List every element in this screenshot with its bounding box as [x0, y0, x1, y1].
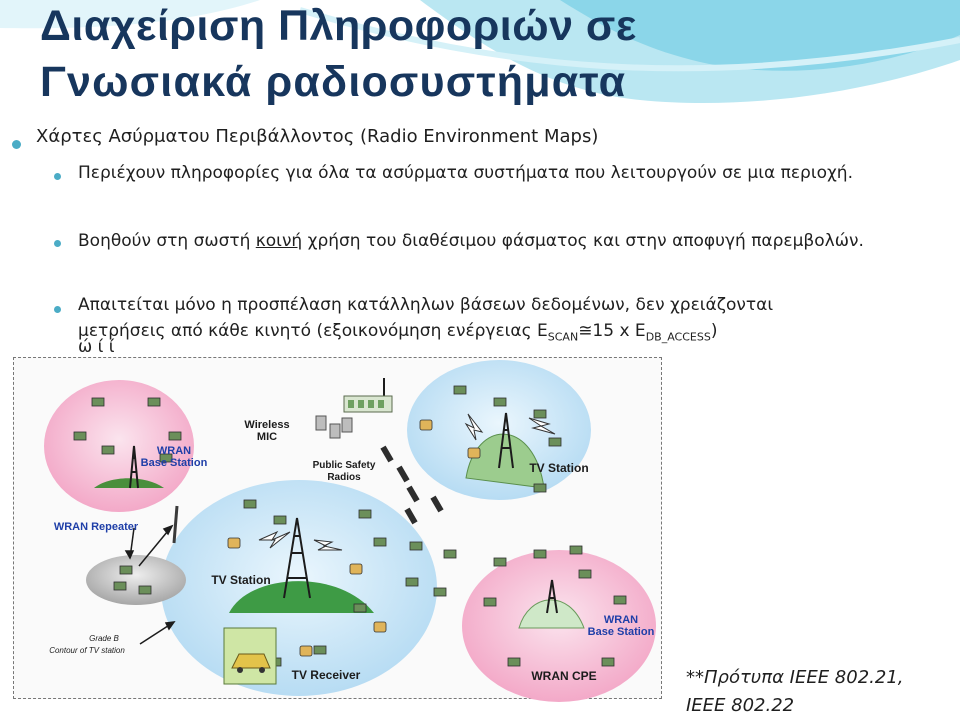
- diagram-svg: [14, 358, 661, 698]
- wran-cpe-label: WRAN CPE: [531, 669, 597, 683]
- footnote: [686, 664, 956, 720]
- tv-station-center-label: TV Station: [211, 573, 271, 587]
- slide-title: [40, 0, 940, 110]
- sub-bullet-3: [78, 292, 938, 350]
- sub-bullet-2-text-a: Βοηθούν στη σωστή: [78, 231, 256, 251]
- sub-bullet-2-underlined: κοινή: [255, 231, 303, 251]
- title-line-1: Διαχείριση Πληροφοριών σε: [40, 2, 637, 50]
- sub-bullet-dot-icon: [54, 306, 61, 313]
- sub-bullet-dot-icon: [54, 173, 61, 180]
- tv-receiver-label: TV Receiver: [291, 668, 361, 682]
- close-paren: ): [710, 321, 718, 341]
- sub-bullet-1: Περιέχουν πληροφορίες για όλα τα ασύρματα συστήματα που λειτουργούν σε μια περιοχή.: [78, 163, 853, 183]
- approx-text: ≅15 x E: [578, 321, 646, 341]
- wran-base-station-left-label: WRAN Base Station: [140, 445, 208, 469]
- footnote-line-1: **Πρότυπα IEEE 802.21,: [686, 667, 904, 688]
- car-icon: [224, 628, 276, 684]
- sub-bullet-2: [78, 228, 938, 254]
- wireless-mic-label: Wireless MIC: [244, 419, 290, 443]
- bullet-dot-icon: [12, 140, 21, 149]
- grade-b-label: Grade B: [89, 634, 119, 643]
- radio-environment-diagram: [13, 357, 662, 699]
- building-icon: [344, 396, 392, 412]
- footnote-line-2: IEEE 802.22: [686, 695, 795, 716]
- scan-subscript: SCAN: [547, 330, 579, 344]
- sub-bullet-3-line-1: Απαιτείται μόνο η προσπέλαση κατάλληλων βάσεων δεδομένων, δεν χρειάζονται: [78, 295, 774, 315]
- wireless-mic-icon: [316, 416, 352, 438]
- db-access-subscript: DB_ACCESS: [645, 330, 711, 344]
- sub-bullet-3-line-2: μετρήσεις από κάθε κινητό (εξοικονόμηση ενέργειας E: [78, 321, 548, 341]
- tv-station-right-label: TV Station: [529, 461, 589, 475]
- wran-base-station-right-label: WRAN Base Station: [587, 614, 655, 638]
- bullet-main: Χάρτες Ασύρματου Περιβάλλοντος (Radio Environment Maps): [36, 126, 599, 147]
- public-safety-radios-label: Public Safety Radios: [312, 460, 376, 483]
- sub-bullet-2-text-b: χρήση του διαθέσιμου φάσματος και στην αποφυγή παρεμβολών.: [302, 231, 864, 251]
- cropped-text-line: ώ ί ί: [78, 337, 115, 357]
- wran-repeater-label: WRAN Repeater: [53, 521, 139, 533]
- repeater-coverage: [86, 555, 186, 605]
- contour-label: Contour of TV station: [49, 646, 125, 655]
- sub-bullet-dot-icon: [54, 240, 61, 247]
- title-line-2: Γνωσιακά ραδιοσυστήματα: [40, 58, 627, 106]
